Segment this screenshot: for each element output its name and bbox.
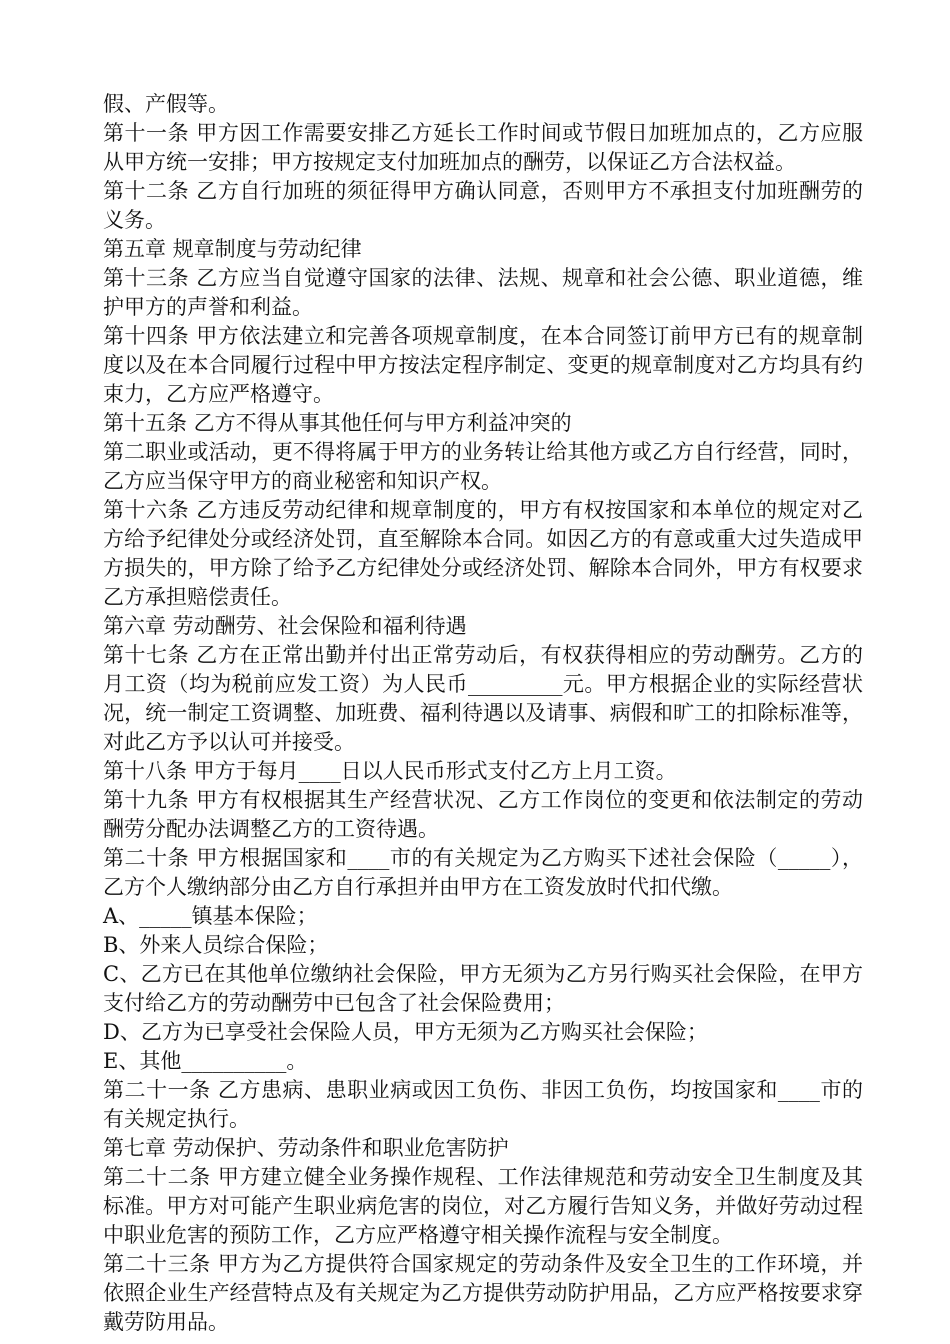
- article-15-continued: 第二职业或活动，更不得将属于甲方的业务转让给其他方或乙方自行经营，同时，乙方应当保守甲方的商业秘密和知识产权。: [103, 440, 863, 493]
- chapter-6-heading: 第六章 劳动酬劳、社会保险和福利待遇: [103, 614, 467, 638]
- document-page: [103, 90, 863, 1337]
- article-23: 第二十三条 甲方为乙方提供符合国家规定的劳动条件及安全卫生的工作环境，并依照企业生产经营特点及有关规定为乙方提供劳动防护用品，乙方应严格按要求穿戴劳防用品。: [103, 1252, 863, 1334]
- article-17: 第十七条 乙方在正常出勤并付出正常劳动后，有权获得相应的劳动酬劳。乙方的月工资（均为税前应发工资）为人民币_________元。甲方根据企业的实际经营状况，统一制定工资调整、加班费、福利待遇以及请事、病假和旷工的扣除标准等，对此乙方予以认可并接受。: [103, 643, 863, 754]
- chapter-5-heading: 第五章 规章制度与劳动纪律: [103, 237, 362, 261]
- article-21: 第二十一条 乙方患病、患职业病或因工负伤、非因工负伤，均按国家和____市的有关规定执行。: [103, 1078, 863, 1131]
- article-15: 第十五条 乙方不得从事其他任何与甲方利益冲突的: [103, 411, 572, 435]
- paragraph-continuation: 假、产假等。: [103, 92, 229, 116]
- option-b: B、外来人员综合保险；: [103, 933, 329, 957]
- chapter-7-heading: 第七章 劳动保护、劳动条件和职业危害防护: [103, 1136, 509, 1160]
- article-19: 第十九条 甲方有权根据其生产经营状况、乙方工作岗位的变更和依法制定的劳动酬劳分配办法调整乙方的工资待遇。: [103, 788, 863, 841]
- article-11: 第十一条 甲方因工作需要安排乙方延长工作时间或节假日加班加点的，乙方应服从甲方统一安排；甲方按规定支付加班加点的酬劳，以保证乙方合法权益。: [103, 121, 863, 174]
- article-22: 第二十二条 甲方建立健全业务操作规程、工作法律规范和劳动安全卫生制度及其标准。甲方对可能产生职业病危害的岗位，对乙方履行告知义务，并做好劳动过程中职业危害的预防工作，乙方应严格遵守相关操作流程与安全制度。: [103, 1165, 863, 1247]
- article-14: 第十四条 甲方依法建立和完善各项规章制度，在本合同签订前甲方已有的规章制度以及在本合同履行过程中甲方按法定程序制定、变更的规章制度对乙方均具有约束力，乙方应严格遵守。: [103, 324, 863, 406]
- article-13: 第十三条 乙方应当自觉遵守国家的法律、法规、规章和社会公德、职业道德，维护甲方的声誉和利益。: [103, 266, 863, 319]
- article-16: 第十六条 乙方违反劳动纪律和规章制度的，甲方有权按国家和本单位的规定对乙方给予纪律处分或经济处罚，直至解除本合同。如因乙方的有意或重大过失造成甲方损失的，甲方除了给予乙方纪律处分或经济处罚、解除本合同外，甲方有权要求乙方承担赔偿责任。: [103, 498, 863, 609]
- option-a: A、_____镇基本保险；: [103, 904, 318, 928]
- article-18: 第十八条 甲方于每月____日以人民币形式支付乙方上月工资。: [103, 759, 677, 783]
- option-d: D、乙方为已享受社会保险人员，甲方无须为乙方购买社会保险；: [103, 1020, 708, 1044]
- option-c: C、乙方已在其他单位缴纳社会保险，甲方无须为乙方另行购买社会保险，在甲方支付给乙方的劳动酬劳中已包含了社会保险费用；: [103, 962, 863, 1015]
- article-12: 第十二条 乙方自行加班的须征得甲方确认同意，否则甲方不承担支付加班酬劳的义务。: [103, 179, 863, 232]
- article-20: 第二十条 甲方根据国家和____市的有关规定为乙方购买下述社会保险（_____），乙方个人缴纳部分由乙方自行承担并由甲方在工资发放时代扣代缴。: [103, 846, 863, 899]
- option-e: E、其他__________。: [103, 1049, 308, 1073]
